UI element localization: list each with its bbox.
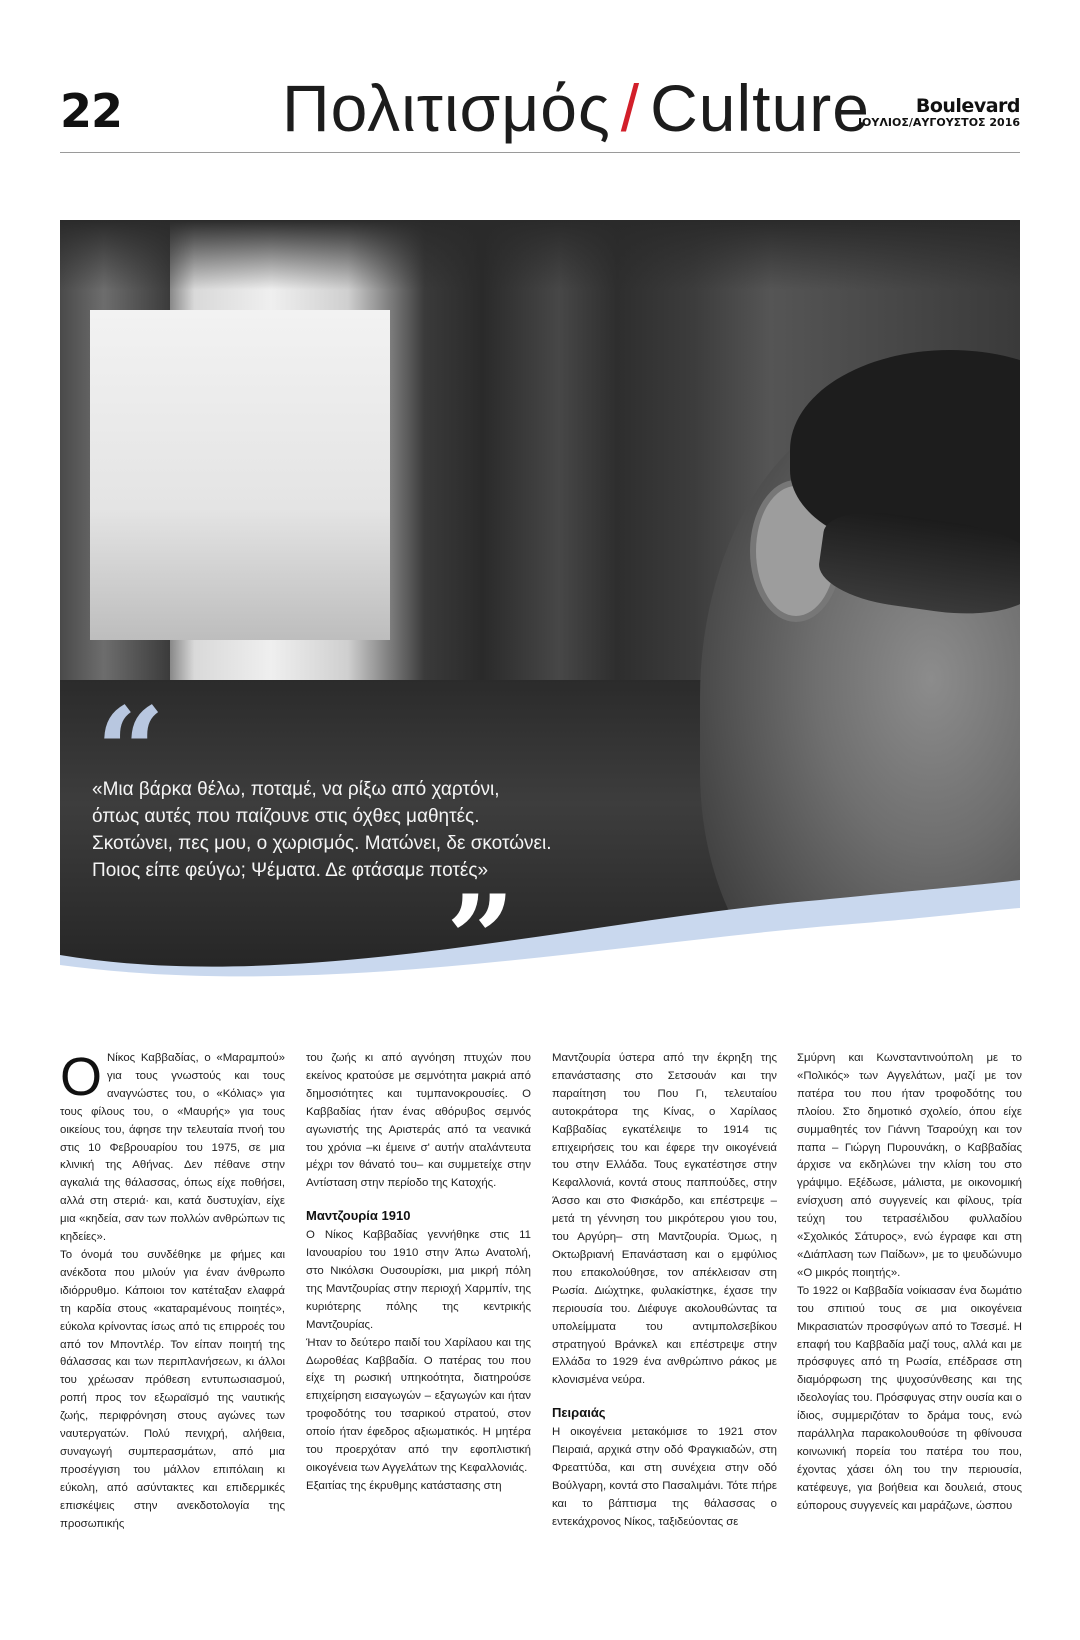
paragraph: Το όνομά του συνδέθηκε με φήμες και ανέκδοτα που μιλούν για έναν άνθρωπο ιδιόρρυθμο. Κάποιοι τον κατέταξαν ελαφρά τη καρδία στους «καταραμένους ποιητές», εύκολα κρίνοντας ίσως από τις επιρροές του από τον Μποντλέρ. Τον είπαν ποιητή της θάλασσας και των περιπλανήσεων, κι άλλοι του χρέωσαν πρόθεση εντυπωσιασμού, ροπή προς τον εξωραϊσμό της ναυτικής ζωής, περιφρόνηση στους αγώνες των ναυτεργατών. Πολύ πενιχρή, αλήθεια, συναγωγή συμπερασμάτων, από μια προσέγγιση του μάλλον επιπόλαιη κι εύκολη, από ασύντακτες και επιδερμικές επισκέψεις στην ανεκδοτολογία της προσωπικής [60, 1248, 285, 1530]
masthead [858, 96, 1020, 129]
paragraph: του ζωής κι από αγνόηση πτυχών που εκείνος κρατούσε με σεμνότητα μακριά από δημοσιότητες και τυμπανοκρουσίες. Ο Καββαδίας ήταν ένας αθόρυβος σεμνός αγωνιστής της Αριστεράς από τα νεανικά του χρόνια –κι έμεινε σ' αυτήν αταλάντευτα μέχρι τον θάνατό του– και συμμετείχε στην Αντίσταση στην περίοδο της Κατοχής. [306, 1052, 531, 1190]
issue-date: ΙΟΥΛΙΟΣ/ΑΥΓΟΥΣΤΟΣ 2016 [857, 116, 1020, 129]
article-column-4 [797, 1050, 1022, 1516]
section-title-english: Culture [650, 71, 870, 145]
paragraph: Ήταν το δεύτερο παιδί του Χαρίλαου και της Δωροθέας Καββαδία. Ο πατέρας του που είχε τη ρωσική υπηκοότητα, διατηρούσε επιχείρηση εισαγωγών – εξαγωγών και ήταν τροφοδότης του τσαρικού στρατού, στον οποίο ήταν έφεδρος αξιωματικός. Η μητέρα του προερχόταν από την εφοπλιστική οικογένεια των Αγγελάτων της Κεφαλλονιάς. [306, 1336, 531, 1474]
paragraph: Εξαιτίας της έκρυθμης κατάστασης στη [306, 1479, 502, 1492]
paragraph: Η οικογένεια μετακόμισε το 1921 στον Πειραιά, αρχικά στην οδό Φραγκιαδών, στη Φρεαττύδα, και στη συνέχεια στην οδό Βούλγαρη, κοντά στο Πασαλιμάνι. Τότε πήρε και το βάπτισμα της θάλασσας ο εντεκάχρονος Νίκος, ταξιδεύοντας σε [552, 1426, 777, 1528]
page-number: 22 [60, 84, 123, 138]
photo-window [90, 310, 390, 640]
quote-line: Σκοτώνει, πες μου, ο χωρισμός. Ματώνει, δε σκοτώνει. [92, 833, 552, 854]
quote-open-mark: “ [96, 681, 166, 822]
section-title-slash: / [620, 71, 641, 145]
section-title-greek: Πολιτισμός [282, 71, 611, 145]
drop-cap: Ο [60, 1047, 103, 1107]
subheading: Μαντζουρία 1910 [306, 1208, 411, 1224]
pull-quote [92, 776, 552, 884]
article-column-1 [60, 1047, 285, 1533]
photo-shadow [60, 220, 1020, 290]
paragraph: Νίκος Καββαδίας, ο «Μαραμπού» για τους γνωστούς και τους αναγνώστες του, ο «Κόλιας» για τους φίλους του, ο «Μαυρής» για τους οικείους του, άφησε την τελευταία πνοή του στις 10 Φεβρουαρίου του 1975, σε μια κλινική της Αθήνας. Δεν πέθανε στην αγκαλιά της θάλασσας, όπως είχε ποθήσει, αλλά στη στεριά· και, κατά δυστυχίαν, είχε μια «κηδεία, σαν των πολλών ανθρώπων τις κηδείες». [60, 1052, 285, 1244]
quote-close-mark: ” [446, 869, 516, 1010]
article-column-2 [306, 1050, 531, 1496]
quote-line: όπως αυτές που παίζουνε στις όχθες μαθητές. [92, 806, 480, 827]
section-title [282, 70, 870, 146]
quote-line: Ποιος είπε φεύγω; Ψέματα. Δε φτάσαμε ποτές» [92, 860, 489, 881]
brand-logo: Boulevard [915, 95, 1020, 117]
paragraph: Σμύρνη και Κωνσταντινούπολη με το «Πολικός» των Αγγελάτων, μαζί με τον πατέρα του που ήταν τροφοδότης του πλοίου. Στο δημοτικό σχολείο, όπου είχε συμμαθητές τον Γιάννη Τσαρούχη και τον παπα – Γιώργη Πυρουνάκη, ο Καββαδίας άρχισε να εκδηλώνει την κλίση του στο γράψιμο. Εξέδωσε, μάλιστα, με οικονομική ενίσχυση από συγγενείς και φίλους, τρία τεύχη του τετρασέλιδου φυλλαδίου «Σχολικός Σάτυρος», ενώ έγραφε και στη «Διάπλαση των Παίδων», με το ψευδώνυμο «Ο μικρός ποιητής». [797, 1052, 1022, 1279]
quote-line: «Μια βάρκα θέλω, ποταμέ, να ρίξω από χαρτόνι, [92, 779, 500, 800]
paragraph: Ο Νίκος Καββαδίας γεννήθηκε στις 11 Ιανουαρίου του 1910 στην Άπω Ανατολή, στο Νικόλσκι Ουσουρίσκι, μια μικρή πόλη της Μαντζουρίας στην περιοχή Χαρμπίν, της κυριότερης πόλης της κεντρικής Μαντζουρίας. [306, 1229, 531, 1331]
subheading: Πειραιάς [552, 1405, 606, 1421]
page-header [60, 70, 1020, 153]
paragraph: Το 1922 οι Καββαδία νοίκιασαν ένα δωμάτιο του σπιτιού τους σε μια οικογένεια Μικρασιατών προσφύγων από το Τσεσμέ. Η επαφή του Καββαδία μαζί τους, αλλά και με πρόσφυγες από τη Ρωσία, επέδρασε στη διαμόρφωση της ψυχοσύνθεσης και της ιδεολογίας του. Πρόσφυγας στην ουσία και ο ίδιος, συμμεριζόταν το δράμα τους, ενώ παράλληλα παρακολουθούσε τη φθίνουσα κοινωνική πορεία του πατέρα του που, έχοντας χάσει όλη του την περιουσία, κατέφευγε, για βοήθεια και δουλειά, στους εύπορους συγγενείς και μαράζωνε, ώσπου [797, 1284, 1022, 1512]
article-column-3 [552, 1050, 777, 1532]
paragraph: Μαντζουρία ύστερα από την έκρηξη της επανάστασης στο Σετσουάν και την παραίτηση του Που Γι, τελευταίου αυτοκράτορα της Κίνας, ο Χαρίλαος Καββαδίας εγκατέλειψε το 1914 τις επιχειρήσεις του και έφερε την οικογένειά του στην Ελλάδα. Τους εγκατέστησε στην Κεφαλλονιά, κοντά στους παππούδες, στην Άσσο και στο Φισκάρδο, και επέστρεψε –μετά τη γέννηση του μικρότερου γιου του, του Αργύρη– στη Μαντζουρία. Όμως, η Οκτωβριανή Επανάσταση και ο εμφύλιος που επακολούθησε, τον απέκλεισαν στη Ρωσία. Διώχτηκε, φυλακίστηκε, έχασε την περιουσία του. Διέφυγε ακολουθώντας τα υπολείμματα του αντιμπολσεβίκου στρατηγού Βράνκελ και επέστρεψε στην Ελλάδα το 1929 ένα ανθρώπινο ράκος με κλονισμένα νεύρα. [552, 1052, 777, 1387]
